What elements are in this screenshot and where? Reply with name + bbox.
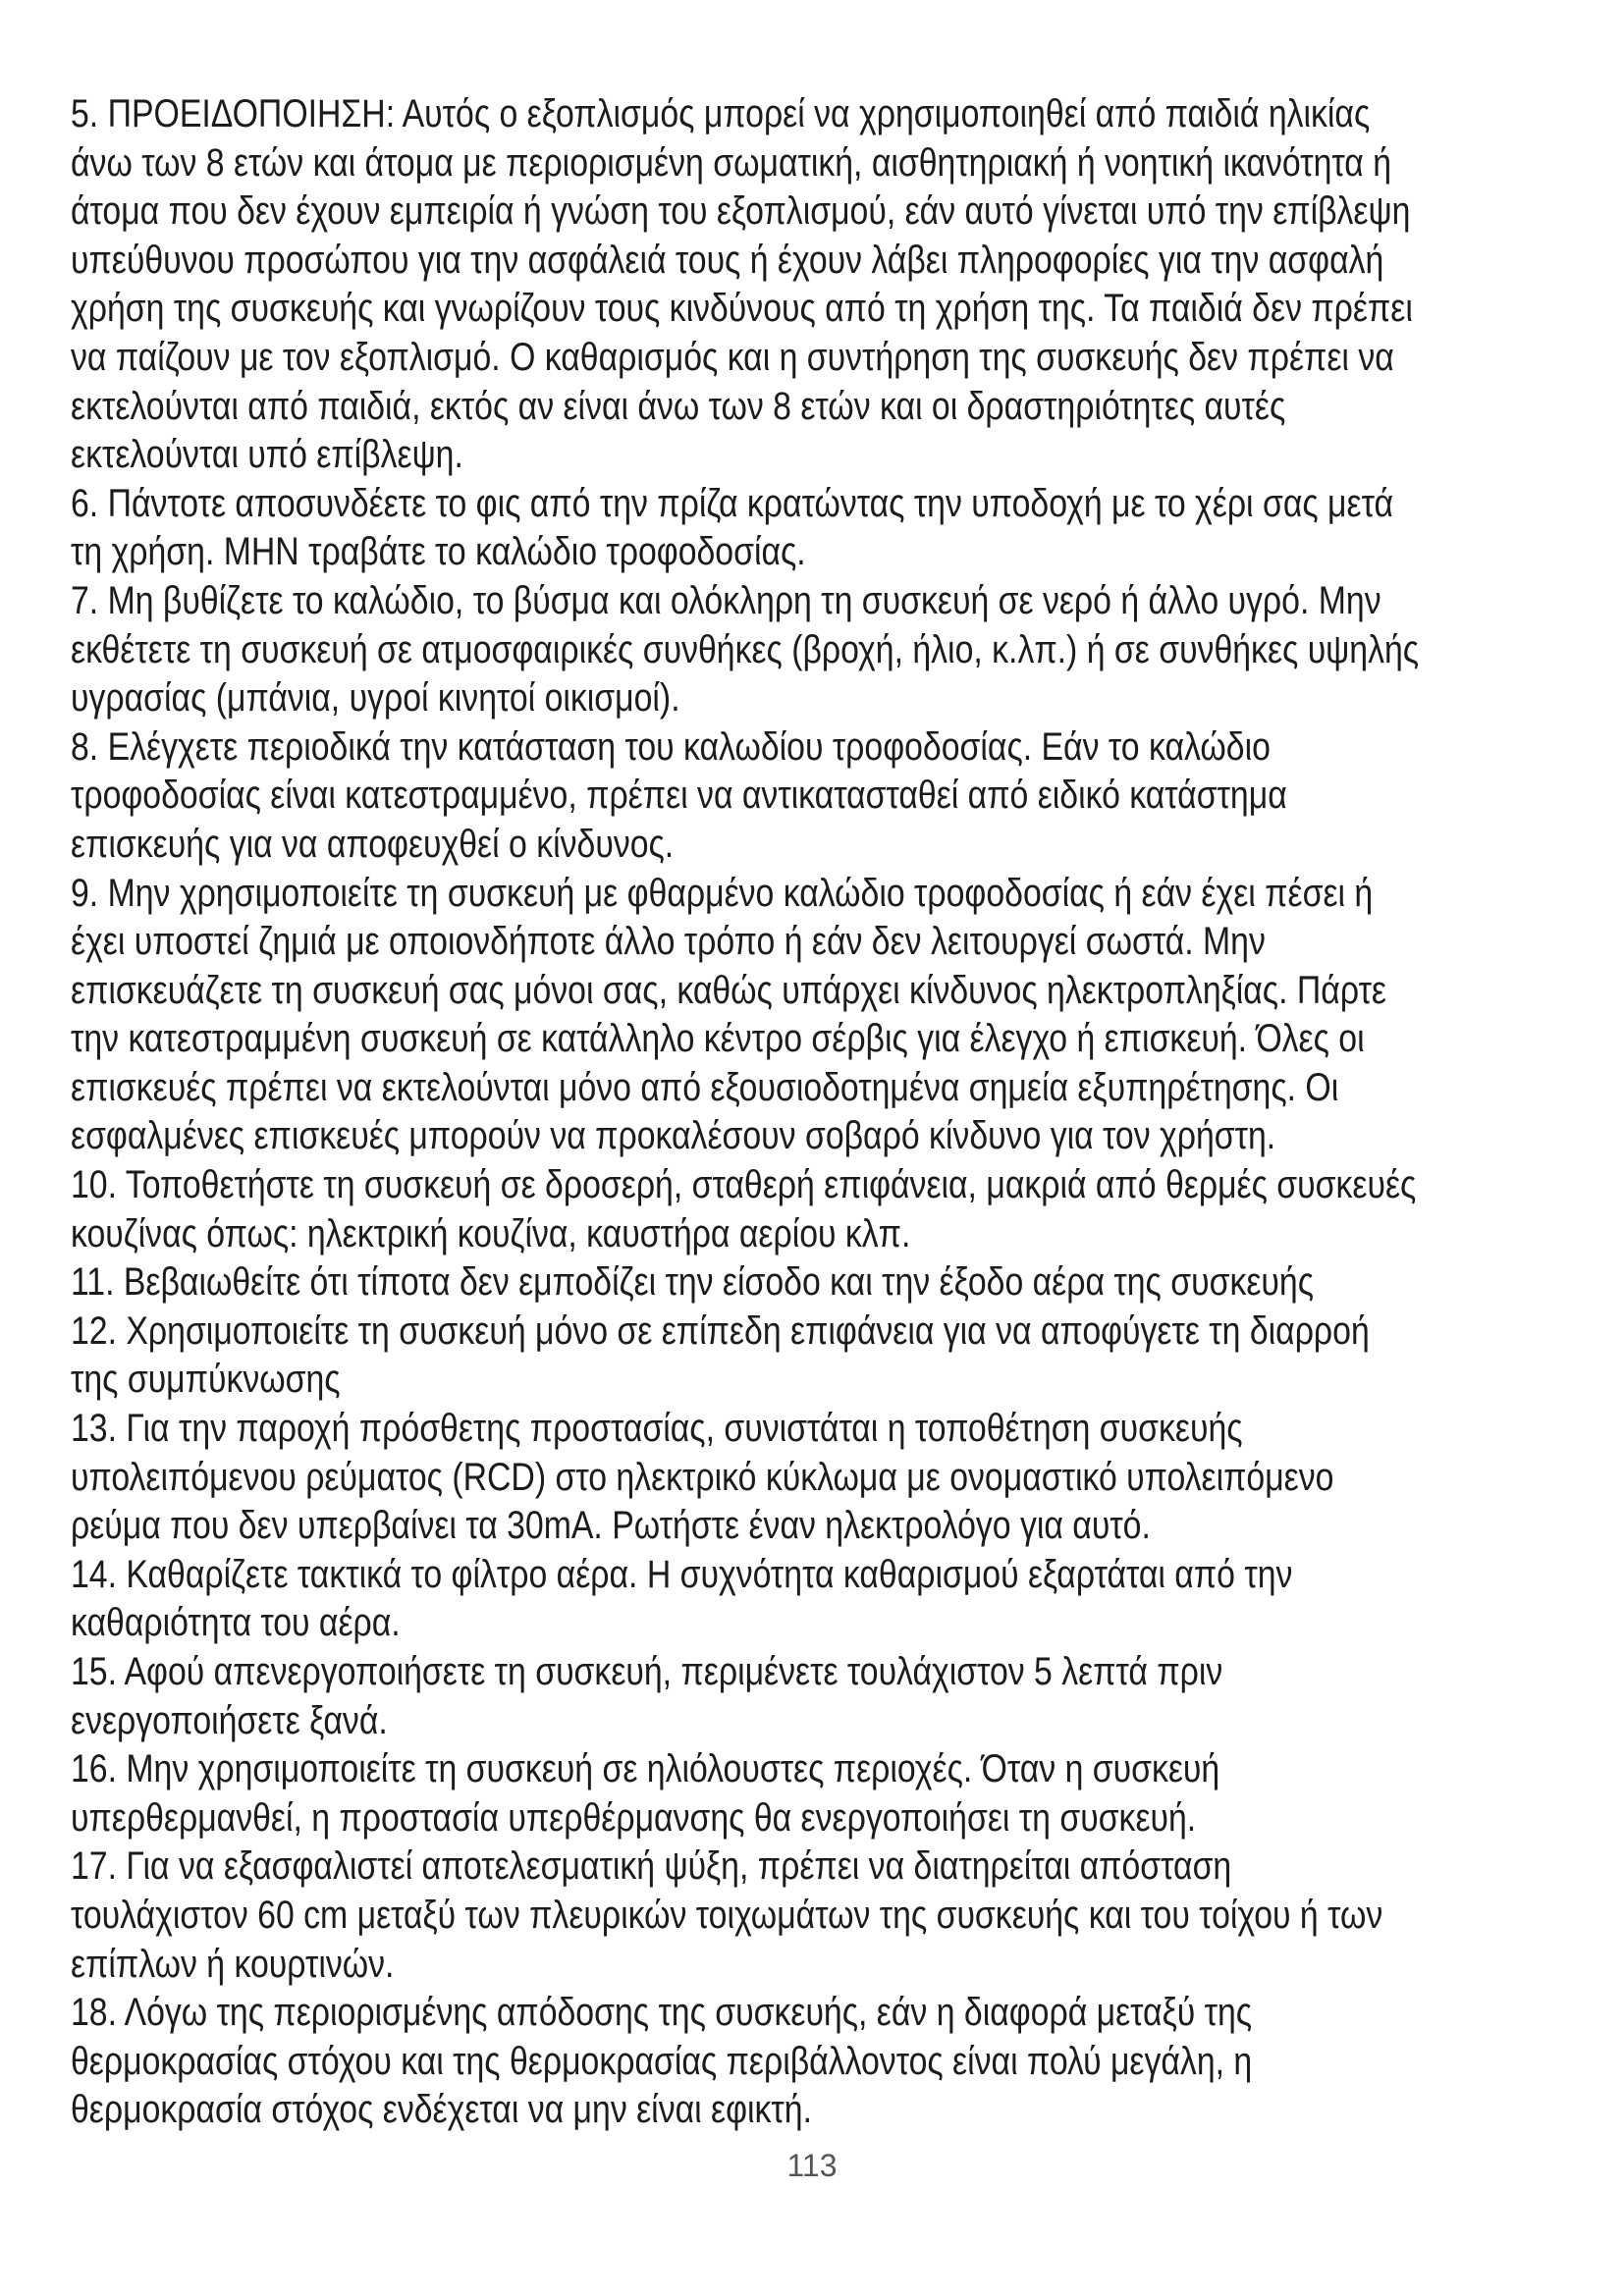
text-line: ενεργοποιήσετε ξανά. [71,1698,388,1742]
safety-item-17 [71,1842,1568,1989]
text-line: εκθέτετε τη συσκευή σε ατμοσφαιρικές συνθήκες (βροχή, ήλιο, κ.λπ.) ή σε συνθήκες υψηλής [71,627,1420,671]
safety-item-12 [71,1308,1568,1405]
safety-item-18 [71,1989,1568,2135]
safety-item-13 [71,1405,1568,1551]
text-line: θερμοκρασία στόχος ενδέχεται να μην είναι εφικτή. [71,2088,812,2132]
text-line: 5. ΠΡΟΕΙΔΟΠΟΙΗΣΗ: Αυτός ο εξοπλισμός μπορεί να χρησιμοποιηθεί από παιδιά ηλικίας [71,92,1371,135]
text-line: της συμπύκνωσης [71,1358,341,1402]
text-line: έχει υποστεί ζημιά με οποιονδήποτε άλλο τρόπο ή εάν δεν λειτουργεί σωστά. Μην [71,920,1266,964]
text-line: καθαριότητα του αέρα. [71,1601,401,1645]
text-line: άτομα που δεν έχουν εμπειρία ή γνώση του εξοπλισμού, εάν αυτό γίνεται υπό την επίβλεψη [71,189,1411,234]
safety-item-5 [71,90,1568,480]
text-line: εσφαλμένες επισκευές μπορούν να προκαλέσουν σοβαρό κίνδυνο για τον χρήστη. [71,1114,1276,1158]
safety-item-11 [71,1258,1568,1308]
text-line: να παίζουν με τον εξοπλισμό. Ο καθαρισμός και η συντήρηση της συσκευής δεν πρέπει να [71,335,1394,379]
text-line: 8. Ελέγχετε περιοδικά την κατάσταση του καλωδίου τροφοδοσίας. Εάν το καλώδιο [71,724,1271,769]
text-line: 10. Τοποθετήστε τη συσκευή σε δροσερή, σταθερή επιφάνεια, μακριά από θερμές συσκευές [71,1163,1417,1207]
text-line: τουλάχιστον 60 cm μεταξύ των πλευρικών τοιχωμάτων της συσκευής και του τοίχου ή των [71,1893,1383,1937]
text-line: εκτελούνται υπό επίβλεψη. [71,433,463,477]
text-line: επισκευάζετε τη συσκευή σας μόνοι σας, καθώς υπάρχει κίνδυνος ηλεκτροπληξίας. Πάρτε [71,968,1386,1012]
safety-item-7 [71,577,1568,723]
text-line: 12. Χρησιμοποιείτε τη συσκευή μόνο σε επίπεδη επιφάνεια για να αποφύγετε τη διαρροή [71,1308,1370,1353]
text-line: 6. Πάντοτε αποσυνδέετε το φις από την πρίζα κρατώντας την υποδοχή με το χέρι σας μετά [71,481,1394,525]
safety-item-14 [71,1551,1568,1648]
text-line: υγρασίας (μπάνια, υγροί κινητοί οικισμοί). [71,676,680,721]
page-number: 113 [786,2148,838,2183]
text-line: υπεύθυνου προσώπου για την ασφάλειά τους ή έχουν λάβει πληροφορίες για την ασφαλή [71,238,1384,282]
text-line: υπερθερμανθεί, η προστασία υπερθέρμανσης θα ενεργοποιήσει τη συσκευή. [71,1795,1197,1840]
manual-page-text [71,90,1568,2135]
text-line: επισκευής για να αποφευχθεί ο κίνδυνος. [71,822,675,866]
safety-item-10 [71,1161,1568,1258]
text-line: 13. Για την παροχή πρόσθετης προστασίας, συνιστάται η τοποθέτηση συσκευής [71,1407,1243,1451]
text-line: 17. Για να εξασφαλιστεί αποτελεσματική ψύξη, πρέπει να διατηρείται απόσταση [71,1844,1232,1889]
text-line: χρήση της συσκευής και γνωρίζουν τους κινδύνους από τη χρήση της. Τα παιδιά δεν πρέπει [71,287,1413,331]
text-line: 14. Καθαρίζετε τακτικά το φίλτρο αέρα. Η συχνότητα καθαρισμού εξαρτάται από την [71,1552,1293,1596]
text-line: θερμοκρασίας στόχου και της θερμοκρασίας περιβάλλοντος είναι πολύ μεγάλη, η [71,2039,1253,2083]
text-line: 7. Μη βυθίζετε το καλώδιο, το βύσμα και ολόκληρη τη συσκευή σε νερό ή άλλο υγρό. Μην [71,578,1381,622]
text-line: τη χρήση. ΜΗΝ τραβάτε το καλώδιο τροφοδοσίας. [71,530,806,574]
text-line: ρεύμα που δεν υπερβαίνει τα 30mA. Ρωτήστε έναν ηλεκτρολόγο για αυτό. [71,1504,1151,1548]
safety-item-9 [71,870,1568,1162]
text-line: 18. Λόγω της περιορισμένης απόδοσης της συσκευής, εάν η διαφορά μεταξύ της [71,1991,1253,2035]
text-line: τροφοδοσίας είναι κατεστραμμένο, πρέπει να αντικατασταθεί από ειδικό κατάστημα [71,774,1287,818]
text-line: επίπλων ή κουρτινών. [71,1942,395,1986]
text-line: επισκευές πρέπει να εκτελούνται μόνο από εξουσιοδοτημένα σημεία εξυπηρέτησης. Οι [71,1065,1339,1109]
safety-item-15 [71,1648,1568,1745]
text-line: 9. Μην χρησιμοποιείτε τη συσκευή με φθαρμένο καλώδιο τροφοδοσίας ή εάν έχει πέσει ή [71,871,1374,915]
safety-item-8 [71,723,1568,870]
text-line: υπολειπόμενου ρεύματος (RCD) στο ηλεκτρικό κύκλωμα με ονομαστικό υπολειπόμενο [71,1455,1334,1499]
text-line: 15. Αφού απενεργοποιήσετε τη συσκευή, περιμένετε τουλάχιστον 5 λεπτά πριν [71,1650,1223,1693]
text-line: κουζίνας όπως: ηλεκτρική κουζίνα, καυστήρα αερίου κλπ. [71,1211,911,1255]
text-line: την κατεστραμμένη συσκευή σε κατάλληλο κέντρο σέρβις για έλεγχο ή επισκευή. Όλες οι [71,1017,1365,1061]
text-line: 16. Μην χρησιμοποιείτε τη συσκευή σε ηλιόλουστες περιοχές. Όταν η συσκευή [71,1747,1220,1791]
text-line: εκτελούνται από παιδιά, εκτός αν είναι άνω των 8 ετών και οι δραστηριότητες αυτές [71,384,1286,428]
safety-item-6 [71,480,1568,577]
text-line: άνω των 8 ετών και άτομα με περιορισμένη σωματική, αισθητηριακή ή νοητική ικανότητα ή [71,140,1391,185]
safety-item-16 [71,1745,1568,1842]
text-line: 11. Βεβαιωθείτε ότι τίποτα δεν εμποδίζει την είσοδο και την έξοδο αέρα της συσκευής [71,1260,1314,1305]
